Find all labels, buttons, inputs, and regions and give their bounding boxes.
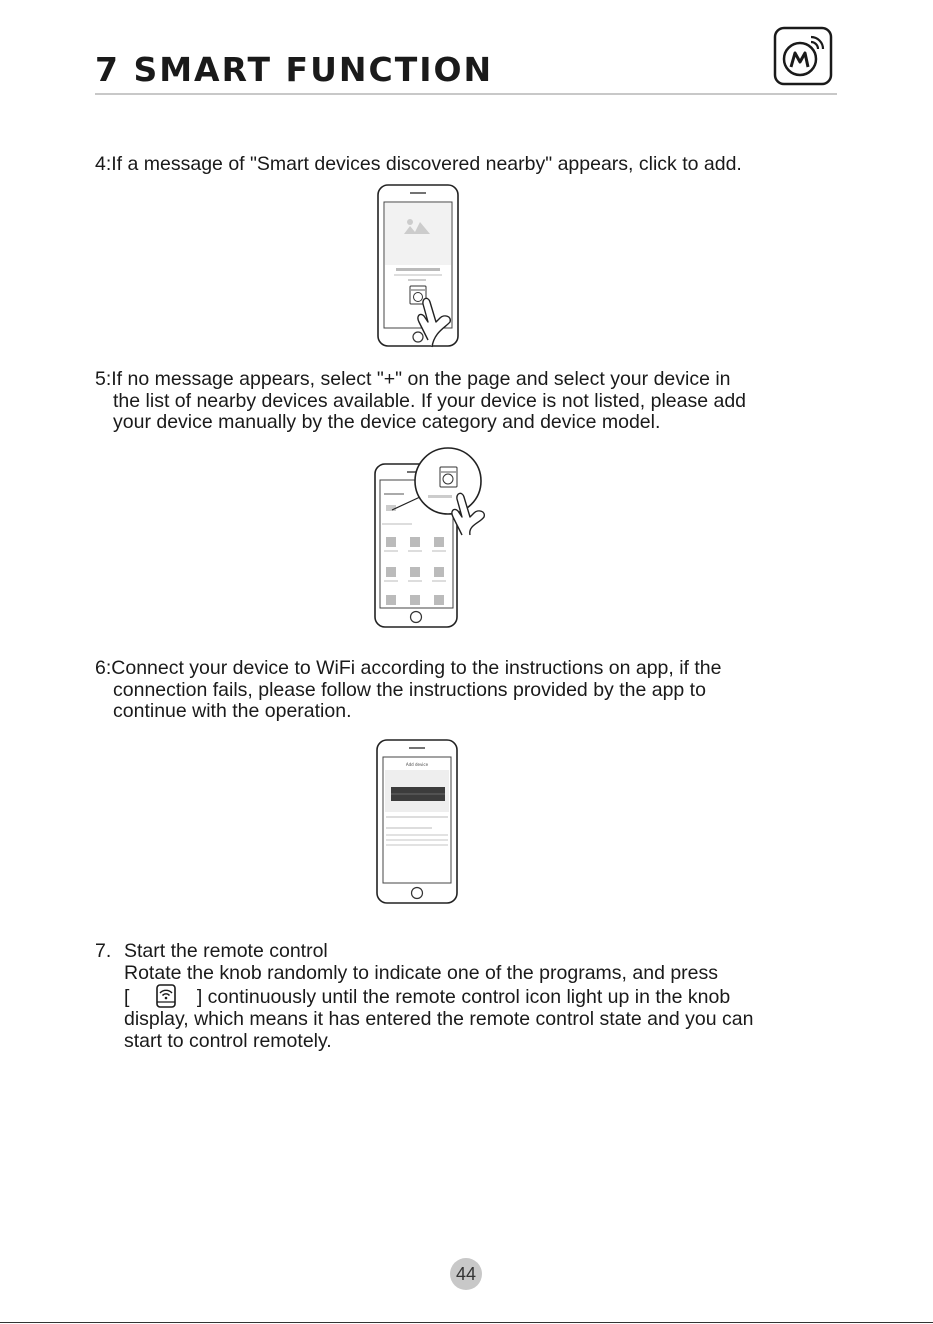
page-title: 7 SMART FUNCTION (95, 50, 494, 89)
step-4-text (95, 154, 742, 176)
step-5-text (95, 369, 746, 434)
smart-m-wifi-logo-icon (773, 26, 833, 86)
step-6-text (95, 658, 722, 723)
step-7-line-3: display, which means it has entered the remote control state and you can (124, 1008, 754, 1031)
remote-control-wifi-phone-icon (155, 984, 177, 1008)
step-7-line-4: start to control remotely. (124, 1029, 332, 1052)
step-7-title: Start the remote control (124, 940, 328, 962)
phone-device-list-illustration (370, 445, 500, 630)
header-divider (95, 93, 837, 95)
step-7-bracket-open: [ (124, 986, 130, 1009)
step-7-text (95, 941, 753, 1053)
step-4-line: 4:If a message of "Smart devices discovered nearby" appears, click to add. (95, 153, 742, 175)
page-number: 44 (450, 1258, 482, 1290)
step-7-line-2: ] continuously until the remote control icon light up in the knob (196, 986, 731, 1009)
step-7-number: 7. (95, 940, 112, 962)
step-7-line-1: Rotate the knob randomly to indicate one of the programs, and press (124, 961, 719, 984)
phone-discovered-devices-illustration (370, 182, 475, 350)
footer-divider (0, 1322, 933, 1323)
step-5-line-3: your device manually by the device category and device model. (113, 411, 661, 434)
step-5-line-1: 5:If no message appears, select "+" on the page and select your device in (95, 368, 731, 390)
add-device-screen-title: Add device (405, 762, 429, 767)
step-5-line-2: the list of nearby devices available. If your device is not listed, please add (113, 389, 747, 412)
step-6-line-1: 6:Connect your device to WiFi according to the instructions on app, if the (95, 657, 722, 679)
step-6-line-3: continue with the operation. (113, 700, 352, 723)
phone-add-device-illustration (372, 737, 462, 907)
step-6-line-2: connection fails, please follow the instructions provided by the app to (113, 678, 706, 701)
